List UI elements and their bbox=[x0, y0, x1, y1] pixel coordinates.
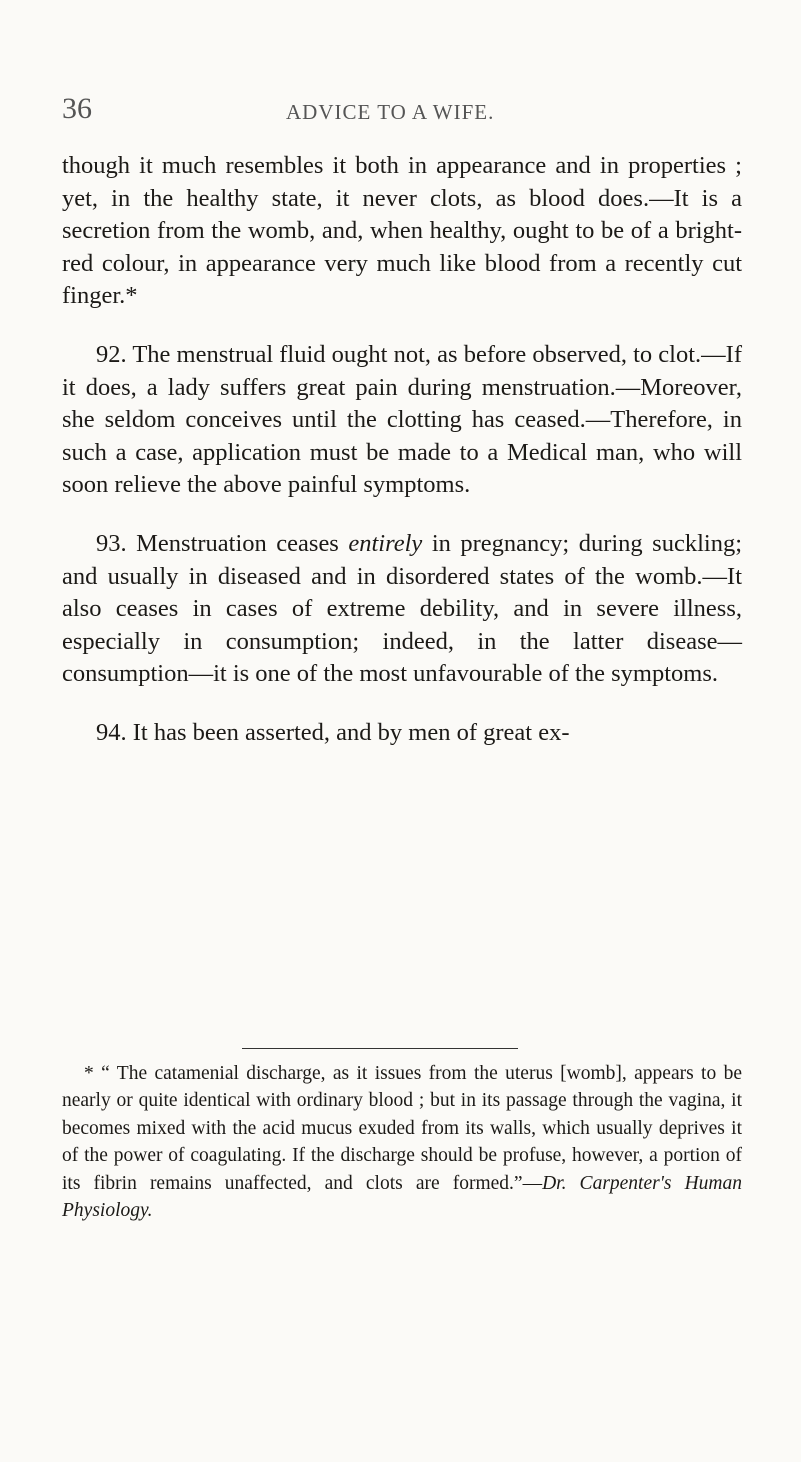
footnote-attribution: Dr. Carpenter's Human Physiology. bbox=[62, 1172, 742, 1222]
paragraph-92: 92. The menstrual fluid ought not, as before observed, to clot.—If it does, a lady suffers great pain during menstruation.—Moreover, she seldom conceives until the clotting has ceased.—Therefore, in such a case, application must be made to a Medical man, who will soon relieve the above painful symptoms. bbox=[62, 340, 742, 499]
body-text bbox=[62, 150, 742, 776]
paragraph-93 bbox=[62, 528, 742, 691]
footnote-divider bbox=[242, 1048, 518, 1049]
footnote bbox=[62, 1060, 742, 1224]
footnote-text: * “ The catamenial discharge, as it issues from the uterus [womb], appears to be nearly or quite identical with ordinary blood ; but in its passage through the vagina, it becomes mixed with the acid mucus exuded from its walls, which usually deprives it of the power of coagulating. If the discharge should be profuse, however, a portion of its fibrin remains unaffected, and clots are formed.”— bbox=[62, 1063, 742, 1194]
page-number: 36 bbox=[62, 92, 92, 125]
paragraph-93-emphasis: entirely bbox=[348, 529, 423, 557]
page-header bbox=[62, 92, 742, 132]
paragraph-94: 94. It has been asserted, and by men of great ex- bbox=[96, 718, 570, 746]
paragraph-continuation: though it much resembles it both in appearance and in properties ; yet, in the healthy state, it never clots, as blood does.—It is a secretion from the womb, and, when healthy, ought to be of a bright-red colour, in appearance very much like blood from a recently cut finger.* bbox=[62, 152, 742, 310]
running-head: ADVICE TO A WIFE. bbox=[286, 100, 495, 124]
paragraph-93-rest: in pregnancy; during suckling; and usually in diseased and in disordered states of the womb.—It also ceases in cases of extreme debility, and in severe illness, especially in consumption; indeed, in the latter disease—consumption—it is one of the most unfavourable of the symptoms. bbox=[62, 529, 743, 688]
paragraph-93-start: 93. Menstruation ceases bbox=[96, 529, 339, 557]
